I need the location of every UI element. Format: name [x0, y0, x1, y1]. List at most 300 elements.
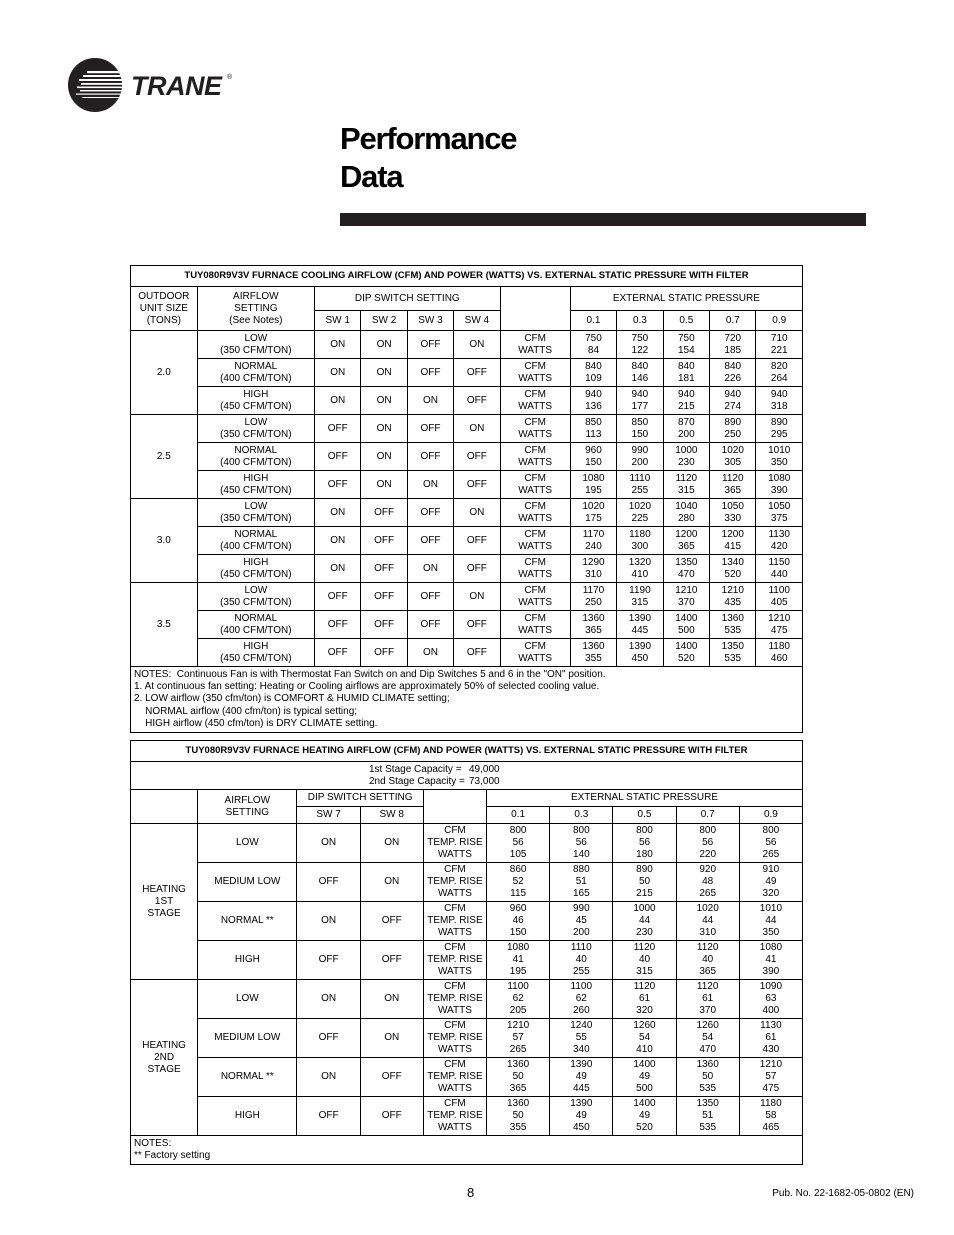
- cell-line: HIGH: [243, 556, 269, 568]
- airflow-setting: [197, 359, 314, 387]
- cfm-value: 1320: [628, 556, 652, 568]
- watts-value: 420: [770, 540, 788, 552]
- data-cell: [487, 863, 550, 902]
- cell-line: CFM: [444, 903, 466, 914]
- temp-rise-value: 40: [702, 954, 714, 965]
- cfm-value: 1360: [507, 1059, 530, 1070]
- data-cell: [676, 1019, 739, 1058]
- cfm-value: 890: [636, 864, 653, 875]
- temp-rise-value: 50: [702, 1071, 714, 1082]
- data-cell: [710, 415, 756, 443]
- airflow-setting: [197, 583, 314, 611]
- watts-value: 265: [699, 888, 717, 899]
- cfm-value: 800: [699, 825, 717, 836]
- dip-switch-header: DIP SWITCH SETTING: [297, 790, 423, 807]
- watts-value: 318: [770, 400, 788, 412]
- watts-value: 520: [724, 568, 742, 580]
- switch-value: ON: [361, 387, 407, 415]
- watts-value: 226: [724, 372, 742, 384]
- cfm-value: 990: [572, 903, 590, 914]
- cell-line: CFM: [444, 1059, 466, 1070]
- data-cell: [710, 387, 756, 415]
- stage-header: [131, 790, 198, 824]
- data-cell: [676, 1097, 739, 1136]
- data-cell: [663, 499, 709, 527]
- pressure-header: 0.7: [710, 311, 756, 331]
- airflow-setting: HIGH: [198, 941, 297, 980]
- cell-line: WATTS: [437, 849, 472, 860]
- cfm-value: 1180: [629, 528, 651, 540]
- cfm-value: 850: [631, 416, 649, 428]
- table-row: [131, 1136, 803, 1165]
- watts-value: 310: [699, 927, 717, 938]
- page-title-line1: Performance: [340, 121, 517, 156]
- airflow-setting: [197, 639, 314, 667]
- cell-line: (450 CFM/TON): [220, 652, 292, 664]
- watts-value: 175: [585, 512, 602, 524]
- table-row: [131, 980, 803, 1019]
- data-cell: [756, 611, 803, 639]
- watts-value: 405: [770, 596, 788, 608]
- table-row: [131, 667, 803, 733]
- cfm-value: 1210: [721, 584, 744, 596]
- temp-rise-value: 49: [575, 1110, 587, 1121]
- cfm-value: 1110: [570, 942, 592, 953]
- data-cell: [617, 359, 663, 387]
- cell-line: TEMP. RISE: [427, 1110, 483, 1121]
- cell-line: (350 CFM/TON): [220, 428, 292, 440]
- cfm-value: 1020: [696, 903, 719, 914]
- airflow-setting: NORMAL **: [198, 902, 297, 941]
- cfm-value: 1360: [582, 612, 605, 624]
- switch-value: OFF: [315, 415, 361, 443]
- data-cell: [710, 611, 756, 639]
- cfm-value: 860: [509, 864, 527, 875]
- data-cell: [570, 611, 616, 639]
- switch-value: OFF: [315, 471, 361, 499]
- data-cell: [756, 555, 803, 583]
- cfm-value: 750: [677, 332, 695, 344]
- temp-rise-value: 56: [765, 837, 777, 848]
- cfm-value: 990: [631, 444, 649, 456]
- cell-line: (450 CFM/TON): [220, 484, 292, 496]
- page-title: [340, 120, 516, 196]
- data-cell: [710, 583, 756, 611]
- cell-line: CFM: [524, 472, 546, 484]
- cell-line: CFM: [444, 942, 466, 953]
- capacity-value: 73,000: [469, 775, 500, 787]
- watts-value: 315: [636, 966, 653, 977]
- temp-rise-value: 49: [638, 1110, 651, 1121]
- temp-rise-value: 56: [575, 837, 587, 848]
- watts-value: 221: [770, 344, 788, 356]
- switch-value: OFF: [454, 611, 500, 639]
- data-cell: [613, 1019, 676, 1058]
- cfm-value: 940: [724, 388, 742, 400]
- cfm-value: 1120: [675, 472, 698, 484]
- switch-value: OFF: [361, 527, 407, 555]
- data-cell: [550, 1058, 613, 1097]
- switch-value: ON: [361, 331, 407, 359]
- cfm-value: 1240: [570, 1020, 593, 1031]
- data-cell: [617, 611, 663, 639]
- cfm-value: 1050: [721, 500, 744, 512]
- data-cell: [739, 1058, 802, 1097]
- table-row: [131, 611, 803, 639]
- data-cell: [710, 555, 756, 583]
- switch-value: ON: [315, 555, 361, 583]
- cfm-value: 1080: [768, 472, 791, 484]
- heating-notes: [131, 1136, 803, 1165]
- watts-value: 136: [585, 400, 602, 412]
- airflow-setting: [197, 471, 314, 499]
- temp-rise-value: 56: [702, 837, 714, 848]
- watts-value: 355: [585, 652, 602, 664]
- watts-value: 260: [572, 1005, 590, 1016]
- cell-line: WATTS: [437, 1005, 472, 1016]
- watts-value: 250: [724, 428, 742, 440]
- airflow-setting: MEDIUM LOW: [198, 1019, 297, 1058]
- temp-rise-value: 49: [765, 876, 777, 887]
- switch-value: OFF: [297, 1019, 360, 1058]
- watts-value: 115: [510, 888, 527, 899]
- cell-line: WATTS: [518, 624, 553, 636]
- switch-value: OFF: [360, 941, 423, 980]
- switch-header: SW 4: [454, 311, 500, 331]
- switch-value: OFF: [360, 1058, 423, 1097]
- data-cell: [663, 387, 709, 415]
- switch-value: OFF: [297, 941, 360, 980]
- data-cell: [613, 863, 676, 902]
- cell-line: WATTS: [437, 1044, 472, 1055]
- watts-value: 165: [572, 888, 590, 899]
- switch-value: OFF: [407, 527, 453, 555]
- cell-line: CFM: [524, 500, 546, 512]
- cfm-value: 1120: [722, 472, 744, 484]
- cell-line: CFM: [524, 584, 546, 596]
- switch-value: ON: [315, 499, 361, 527]
- data-cell: [550, 1097, 613, 1136]
- data-cell: [617, 331, 663, 359]
- switch-value: ON: [407, 639, 453, 667]
- switch-value: OFF: [407, 611, 453, 639]
- trane-logo: [67, 57, 267, 117]
- temp-rise-value: 61: [638, 993, 651, 1004]
- switch-value: OFF: [454, 555, 500, 583]
- data-cell: [756, 639, 803, 667]
- data-cell: [613, 941, 676, 980]
- switch-value: OFF: [297, 863, 360, 902]
- heating-stage-label: [131, 980, 198, 1136]
- temp-rise-value: 44: [638, 915, 651, 926]
- airflow-setting: [197, 611, 314, 639]
- data-cell: [663, 359, 709, 387]
- table-row: [131, 762, 803, 790]
- cell-line: LOW: [244, 416, 268, 428]
- cfm-value: 1040: [675, 500, 698, 512]
- units-label: [500, 611, 570, 639]
- watts-value: 109: [585, 372, 602, 384]
- switch-value: ON: [315, 387, 361, 415]
- data-cell: [663, 331, 709, 359]
- switch-value: ON: [361, 415, 407, 443]
- watts-value: 535: [724, 652, 742, 664]
- external-static-pressure-header: EXTERNAL STATIC PRESSURE: [570, 287, 802, 311]
- cfm-value: 1350: [696, 1098, 719, 1109]
- cfm-value: 1400: [633, 1098, 656, 1109]
- cell-line: NOTES: Continuous Fan is with Thermostat Fan Switch on and Dip Switches 5 and 6 in the "ON" position.: [134, 669, 606, 680]
- cfm-value: 1020: [582, 500, 605, 512]
- temp-rise-value: 55: [575, 1032, 587, 1043]
- watts-value: 375: [770, 512, 788, 524]
- cooling-notes: [131, 667, 803, 733]
- watts-value: 181: [677, 372, 695, 384]
- pressure-header: 0.5: [663, 311, 709, 331]
- switch-value: OFF: [360, 902, 423, 941]
- watts-value: 365: [585, 624, 602, 636]
- cell-line: NORMAL: [234, 444, 278, 456]
- watts-value: 122: [631, 344, 649, 356]
- cell-line: SETTING: [234, 302, 278, 314]
- watts-value: 370: [699, 1005, 717, 1016]
- temp-rise-value: 50: [512, 1071, 524, 1082]
- cfm-value: 1260: [696, 1020, 719, 1031]
- cell-line: 1ST: [154, 895, 174, 907]
- temp-rise-value: 54: [702, 1032, 714, 1043]
- watts-value: 225: [631, 512, 649, 524]
- cell-line: HIGH: [243, 472, 269, 484]
- capacity-label: 2nd Stage Capacity =: [369, 775, 465, 787]
- table-row: [131, 941, 803, 980]
- units-label: [423, 902, 486, 941]
- cell-line: (350 CFM/TON): [220, 512, 292, 524]
- data-cell: [570, 331, 616, 359]
- cfm-value: 1350: [721, 640, 744, 652]
- svg-text:®: ®: [227, 74, 233, 81]
- cell-line: STAGE: [147, 1063, 181, 1075]
- table-row: [131, 1097, 803, 1136]
- cfm-value: 850: [585, 416, 602, 428]
- switch-value: OFF: [297, 1097, 360, 1136]
- temp-rise-value: 61: [765, 1032, 777, 1043]
- cell-line: CFM: [444, 825, 466, 836]
- data-cell: [663, 415, 709, 443]
- watts-value: 177: [631, 400, 649, 412]
- capacity-value: 49,000: [469, 763, 500, 775]
- switch-value: OFF: [361, 611, 407, 639]
- data-cell: [710, 471, 756, 499]
- temp-rise-value: 49: [638, 1071, 651, 1082]
- switch-value: OFF: [315, 611, 361, 639]
- cell-line: HIGH: [243, 388, 269, 400]
- airflow-setting: [197, 415, 314, 443]
- cell-line: WATTS: [518, 344, 553, 356]
- temp-rise-value: 46: [512, 915, 524, 926]
- switch-value: ON: [315, 359, 361, 387]
- cell-line: (350 CFM/TON): [220, 344, 292, 356]
- cfm-value: 1360: [696, 1059, 719, 1070]
- cell-line: AIRFLOW: [224, 794, 271, 806]
- data-cell: [739, 824, 802, 863]
- watts-value: 390: [762, 966, 780, 977]
- data-cell: [676, 1058, 739, 1097]
- cell-line: WATTS: [518, 568, 553, 580]
- cell-line: NORMAL: [234, 360, 278, 372]
- cfm-value: 840: [585, 360, 602, 372]
- cfm-value: 1020: [628, 500, 652, 512]
- watts-value: 84: [587, 344, 600, 356]
- cfm-value: 1110: [629, 472, 651, 484]
- cooling-table-title: TUY080R9V3V FURNACE COOLING AIRFLOW (CFM) AND POWER (WATTS) VS. EXTERNAL STATIC PRESSURE WITH FILTER: [131, 266, 803, 287]
- data-cell: [550, 824, 613, 863]
- data-cell: [550, 902, 613, 941]
- units-label: [500, 471, 570, 499]
- cfm-value: 1120: [696, 942, 719, 953]
- cell-line: WATTS: [518, 400, 553, 412]
- cell-line: CFM: [444, 864, 466, 875]
- cell-line: CFM: [444, 1020, 466, 1031]
- watts-value: 370: [677, 596, 695, 608]
- outdoor-unit-size-header: [131, 287, 198, 331]
- temp-rise-value: 49: [575, 1071, 587, 1082]
- units-label: [500, 415, 570, 443]
- watts-value: 535: [699, 1122, 717, 1133]
- cfm-value: 1080: [507, 942, 530, 953]
- cell-line: LOW: [244, 500, 268, 512]
- watts-value: 150: [585, 456, 602, 468]
- switch-header: SW 7: [297, 807, 360, 824]
- cfm-value: 1090: [759, 981, 783, 992]
- watts-value: 140: [572, 849, 590, 860]
- switch-value: OFF: [361, 639, 407, 667]
- temp-rise-value: 44: [702, 915, 714, 926]
- cell-line: NORMAL: [234, 612, 278, 624]
- watts-value: 300: [631, 540, 649, 552]
- watts-value: 330: [724, 512, 742, 524]
- watts-value: 230: [677, 456, 695, 468]
- cfm-value: 1120: [696, 981, 719, 992]
- watts-value: 310: [585, 568, 602, 580]
- cell-line: CFM: [524, 528, 546, 540]
- cfm-value: 840: [631, 360, 649, 372]
- units-label: [423, 824, 486, 863]
- data-cell: [550, 1019, 613, 1058]
- cell-line: STAGE: [147, 907, 181, 919]
- watts-value: 146: [631, 372, 649, 384]
- data-cell: [739, 1097, 802, 1136]
- switch-value: OFF: [407, 583, 453, 611]
- data-cell: [739, 1019, 802, 1058]
- watts-value: 350: [770, 456, 788, 468]
- data-cell: [487, 902, 550, 941]
- cfm-value: 910: [762, 864, 780, 875]
- data-cell: [756, 415, 803, 443]
- switch-value: ON: [360, 863, 423, 902]
- cfm-value: 1400: [633, 1059, 656, 1070]
- table-row: [131, 527, 803, 555]
- switch-value: OFF: [454, 639, 500, 667]
- cell-line: AIRFLOW: [233, 290, 279, 302]
- data-cell: [617, 555, 663, 583]
- cell-line: WATTS: [437, 888, 472, 899]
- switch-value: ON: [297, 1058, 360, 1097]
- switch-value: OFF: [407, 415, 453, 443]
- units-label: [500, 527, 570, 555]
- switch-value: OFF: [315, 639, 361, 667]
- cfm-value: 1390: [628, 640, 652, 652]
- data-cell: [739, 902, 802, 941]
- table-row: [131, 741, 803, 762]
- watts-value: 265: [509, 1044, 527, 1055]
- page-number: 8: [467, 1185, 475, 1200]
- watts-value: 475: [762, 1083, 780, 1094]
- data-cell: [613, 902, 676, 941]
- cfm-value: 1400: [675, 612, 698, 624]
- watts-value: 320: [636, 1005, 653, 1016]
- switch-value: ON: [361, 443, 407, 471]
- cfm-value: 1190: [629, 584, 651, 596]
- cell-line: TEMP. RISE: [427, 915, 483, 926]
- switch-value: OFF: [454, 359, 500, 387]
- cfm-value: 1210: [675, 584, 698, 596]
- data-cell: [676, 980, 739, 1019]
- switch-value: OFF: [454, 471, 500, 499]
- switch-value: OFF: [407, 443, 453, 471]
- watts-value: 535: [699, 1083, 717, 1094]
- airflow-setting: [197, 555, 314, 583]
- data-cell: [663, 527, 709, 555]
- temp-rise-value: 62: [512, 993, 524, 1004]
- cell-line: (400 CFM/TON): [220, 624, 292, 636]
- cell-line: (350 CFM/TON): [220, 596, 292, 608]
- switch-value: ON: [297, 902, 360, 941]
- heating-table-title: TUY080R9V3V FURNACE HEATING AIRFLOW (CFM) AND POWER (WATTS) VS. EXTERNAL STATIC PRESSURE WITH FILTER: [131, 741, 803, 762]
- data-cell: [487, 824, 550, 863]
- data-cell: [487, 980, 550, 1019]
- watts-value: 450: [572, 1122, 590, 1133]
- airflow-setting: HIGH: [198, 1097, 297, 1136]
- data-cell: [663, 611, 709, 639]
- pressure-header: 0.1: [487, 807, 550, 824]
- units-label: [500, 499, 570, 527]
- watts-value: 410: [636, 1044, 653, 1055]
- switch-header: SW 2: [361, 311, 407, 331]
- cell-line: CFM: [524, 360, 546, 372]
- cell-line: UNIT SIZE: [139, 302, 188, 314]
- data-cell: [710, 527, 756, 555]
- cfm-value: 1120: [633, 942, 656, 953]
- units-header: [423, 790, 486, 824]
- table-row: [131, 1019, 803, 1058]
- airflow-setting: LOW: [198, 824, 297, 863]
- cfm-value: 720: [724, 332, 742, 344]
- cell-line: WATTS: [518, 596, 553, 608]
- data-cell: [756, 499, 803, 527]
- switch-value: ON: [454, 499, 500, 527]
- temp-rise-value: 58: [765, 1110, 777, 1121]
- table-row: [131, 790, 803, 807]
- cfm-value: 1010: [768, 444, 791, 456]
- cfm-value: 870: [677, 416, 695, 428]
- units-label: [423, 1097, 486, 1136]
- data-cell: [570, 359, 616, 387]
- watts-value: 430: [762, 1044, 780, 1055]
- table-row: [131, 415, 803, 443]
- watts-value: 280: [677, 512, 695, 524]
- pressure-header: 0.7: [676, 807, 739, 824]
- data-cell: [570, 387, 616, 415]
- temp-rise-value: 41: [765, 954, 777, 965]
